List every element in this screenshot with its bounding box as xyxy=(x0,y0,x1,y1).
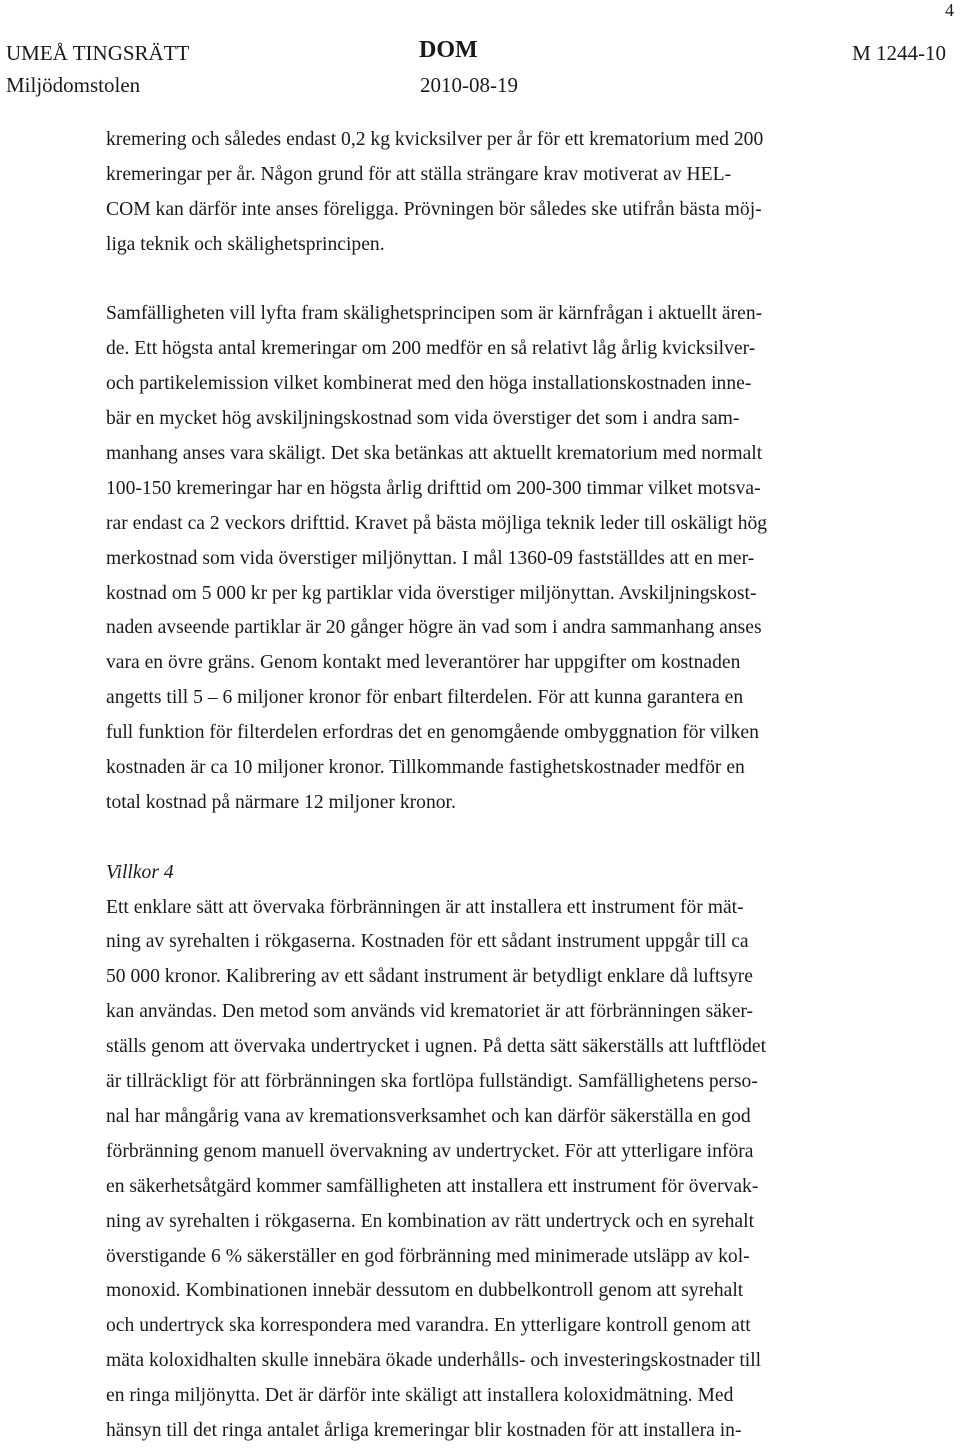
document-date: 2010-08-19 xyxy=(420,73,518,97)
text-line: en ringa miljönytta. Det är därför inte skäligt att installera koloxidmätning. Med xyxy=(106,1385,734,1407)
paragraphs xyxy=(106,123,896,821)
text-line: en säkerhetsåtgärd kommer samfälligheten att installera ett instrument för övervak- xyxy=(106,1175,759,1197)
text-line: manhang anses vara skäligt. Det ska betänkas att aktuellt krematorium med normalt xyxy=(106,443,763,465)
section-text xyxy=(106,891,896,1449)
text-line: och undertryck ska korrespondera med varandra. En ytterligare kontroll genom att xyxy=(106,1315,751,1337)
text-line: rar endast ca 2 veckors drifttid. Kravet på bästa möjliga teknik leder till oskäligt hög xyxy=(106,512,768,534)
text-line: full funktion för filterdelen erfordras det en genomgående ombyggnation för vilken xyxy=(106,722,759,744)
case-number: M 1244-10 xyxy=(852,41,946,65)
document-body xyxy=(106,123,896,1449)
court-name: UMEÅ TINGSRÄTT xyxy=(6,41,190,65)
text-line: ning av syrehalten i rökgaserna. Kostnaden för ett sådant instrument uppgår till ca xyxy=(106,931,749,953)
text-line: överstigande 6 % säkerställer en god förbränning med minimerade utsläpp av kol- xyxy=(106,1245,750,1267)
text-line: merkostnad som vida överstiger miljönyttan. I mål 1360-09 fastställdes att en mer- xyxy=(106,547,755,569)
text-line: monoxid. Kombinationen innebär dessutom en dubbelkontroll genom att syrehalt xyxy=(106,1280,744,1302)
document-type: DOM xyxy=(419,37,478,63)
text-line: angetts till 5 – 6 miljoner kronor för enbart filterdelen. För att kunna garantera en xyxy=(106,687,744,709)
section-villkor-4 xyxy=(106,856,896,1449)
page-number: 4 xyxy=(945,0,954,20)
text-line: kan användas. Den metod som används vid krematoriet är att förbränningen säker- xyxy=(106,1001,754,1023)
text-line: och partikelemission vilket kombinerat med den höga installationskostnaden inne- xyxy=(106,373,752,395)
court-division: Miljödomstolen xyxy=(6,73,141,97)
text-line: ställs genom att övervaka undertrycket i ugnen. På detta sätt säkerställs att luftflödet xyxy=(106,1036,767,1058)
text-line: kremering och således endast 0,2 kg kvicksilver per år för ett krematorium med 200 xyxy=(106,129,764,150)
text-line: hänsyn till det ringa antalet årliga kremeringar blir kostnaden för att installera in- xyxy=(106,1419,742,1441)
paragraph-gap xyxy=(106,821,896,856)
text-line: COM kan därför inte anses föreligga. Prövningen bör således ske utifrån bästa möj- xyxy=(106,198,762,220)
text-line: naden avseende partiklar är 20 gånger högre än vad som i andra sammanhang anses xyxy=(106,617,762,639)
text-line: vara en övre gräns. Genom kontakt med leverantörer har uppgifter om kostnaden xyxy=(106,652,741,674)
text-line: ning av syrehalten i rökgaserna. En kombination av rätt undertryck och en syrehalt xyxy=(106,1210,755,1232)
text-line: total kostnad på närmare 12 miljoner kronor. xyxy=(106,791,456,813)
text-line: liga teknik och skälighetsprincipen. xyxy=(106,233,385,255)
paragraph-gap xyxy=(106,263,896,298)
text-line: bär en mycket hög avskiljningskostnad som vida överstiger det som i andra sam- xyxy=(106,408,740,430)
paragraph xyxy=(106,297,896,820)
text-line: 50 000 kronor. Kalibrering av ett sådant instrument är betydligt enklare då luftsyre xyxy=(106,966,753,988)
section-heading: Villkor 4 xyxy=(106,861,174,883)
text-line: är tillräckligt för att förbränningen ska fortlöpa fullständigt. Samfällighetens perso- xyxy=(106,1071,758,1093)
text-line: de. Ett högsta antal kremeringar om 200 medför en så relativt låg årlig kvicksilver- xyxy=(106,338,756,360)
text-line: mäta koloxidhalten skulle innebära ökade underhålls- och investeringskostnader till xyxy=(106,1350,762,1372)
text-line: kostnaden är ca 10 miljoner kronor. Tillkommande fastighetskostnader medför en xyxy=(106,757,745,779)
paragraph xyxy=(106,123,896,263)
text-line: nal har mångårig vana av kremationsverksamhet och kan därför säkerställa en god xyxy=(106,1105,751,1127)
text-line: förbränning genom manuell övervakning av undertrycket. För att ytterligare införa xyxy=(106,1140,754,1162)
text-line: kostnad om 5 000 kr per kg partiklar vida överstiger miljönyttan. Avskiljningskost- xyxy=(106,582,757,604)
text-line: Samfälligheten vill lyfta fram skälighetsprincipen som är kärnfrågan i aktuellt ären- xyxy=(106,303,763,325)
text-line: 100-150 kremeringar har en högsta årlig drifttid om 200-300 timmar vilket motsva- xyxy=(106,477,761,499)
text-line: kremeringar per år. Någon grund för att ställa strängare krav motiverat av HEL- xyxy=(106,163,732,185)
text-line: Ett enklare sätt att övervaka förbränningen är att installera ett instrument för mät- xyxy=(106,896,744,918)
